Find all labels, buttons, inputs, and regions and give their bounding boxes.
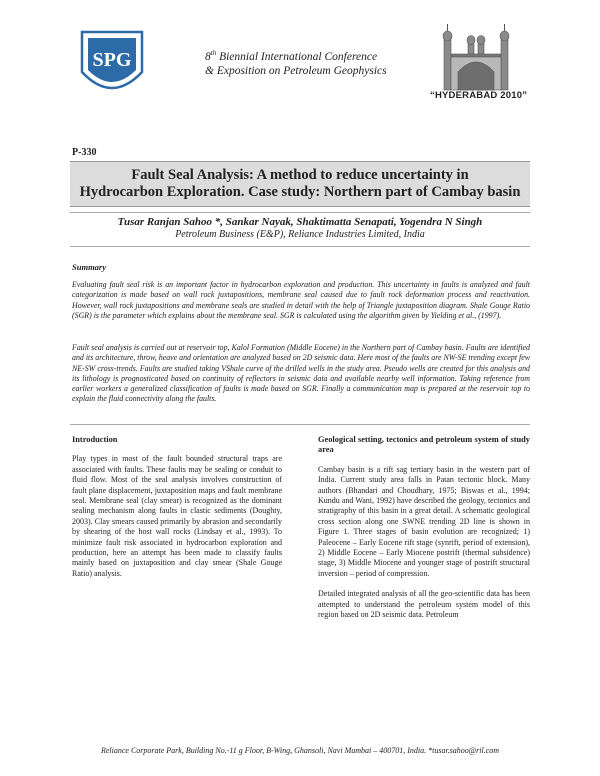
title-line-2: Hydrocarbon Exploration. Case study: Northern part of Cambay basin — [79, 184, 521, 200]
left-column — [72, 435, 282, 589]
paper-code: P-330 — [72, 147, 97, 158]
divider — [70, 424, 530, 425]
geology-heading: Geological setting, tectonics and petroleum system of study area — [318, 435, 530, 455]
summary-paragraph-1: Evaluating fault seal risk is an important factor in hydrocarbon exploration and production. This uncertainty in faults is analyzed and fault categorization is made based on wall rock juxtapositions, membrane seal caused due to fault rock deformation process and reactivation. However, wall rock juxtapositions and membrane seals are studied in detail with the help of Triangle juxtaposition diagram. Shale Gouge Ratio (SGR) is the parameter which explains about the membrane seal. SGR is calculated using the algorithm given by Yielding et al., (1997). — [72, 280, 530, 320]
geology-paragraph-2: Detailed integrated analysis of all the geo-scientific data has been attempted to understand the petroleum system model of this region based on 2D seismic data. Petroleum — [318, 589, 530, 620]
logo-text: SPG — [92, 49, 132, 71]
event-label: “HYDERABAD 2010” — [430, 90, 528, 101]
charminar-illustration — [438, 16, 514, 96]
spg-logo — [74, 28, 150, 100]
title-line-1: Fault Seal Analysis: A method to reduce uncertainty in — [131, 167, 469, 183]
introduction-heading: Introduction — [72, 435, 118, 444]
affiliation: Petroleum Business (E&P), Reliance Industries Limited, India — [175, 229, 425, 240]
summary-heading: Summary — [72, 262, 107, 272]
paper-title — [70, 161, 530, 207]
geology-paragraph-1: Cambay basin is a rift sag tertiary basin in the western part of India. Current study area falls in Patan tectonic block. Many authors (Bhandari and Choudhary, 1975; Biswas et al., 1994; Kundu and Wani, 1992) have described the geology, tectonics and stratigraphy of this basin in a great detail. A schematic geological cross section along one SWNE trending 2D line is shown in Figure 1. Three stages of basin evolution are recognized; 1) Paleocene – Early Eocene rift stage (synrift, period of extension), 2) Middle Eocene – Early Miocene postrift (thermal subsidence) stage, 3) Middle Miocene and younger stage of postrift structural inversion – period of compression. — [318, 464, 530, 578]
conference-title: 8th Biennial International Conference & Exposition on Petroleum Geophysics — [205, 49, 387, 77]
page-footer: Reliance Corporate Park, Building No.-11 g Floor, B-Wing, Ghansoli, Navi Mumbai – 400701, India. *tusar.sahoo@ril.com — [100, 746, 500, 755]
author-block — [70, 212, 530, 241]
summary-paragraph-2: Fault seal analysis is carried out at reservoir top, Kalol Formation (Middle Eocene) in the Northern part of Cambay basin. Faults are identified and its architecture, throw, heave and orientation are analyzed based on 2D seismic data. Here most of the faults are NW-SE trending except few NE-SW cross-trends. Faults are studied taking VShale curve of the drilled wells in the study area. Pseudo wells are created for this analysis and its lithology is prognosticated based on continuity of reflectors in seismic data and available nearby well information. Taking reference from earlier workers a generalized classification of faults is made based on SGR. Finally a communication map is prepared at the reservoir top to explain the fluid connectivity along the faults. — [72, 343, 530, 404]
divider — [70, 246, 530, 247]
authors: Tusar Ranjan Sahoo *, Sankar Nayak, Shaktimatta Senapati, Yogendra N Singh — [117, 216, 483, 228]
right-column — [318, 435, 530, 631]
introduction-paragraph: Play types in most of the fault bounded structural traps are associated with faults. These faults may be sealing or conduit to fluid flow. Most of the seal analysis involves construction of fault plane displacement, juxtaposition maps and fault membrane seal. Membrane seal (clay smear) is recognized as the dominant sealing mechanism along faults in clastic sediments (Doughty, 2003). Clay smears caused primarily by abrasion and secondarily by shearing of the host wall rocks (Lindsay et al., 1993). To minimize fault risk associated in hydrocarbon exploration and production, here an attempt has been made to classify faults mainly based on juxtaposition and clay smear (Shale Gouge Ratio) analysis. — [72, 454, 282, 578]
